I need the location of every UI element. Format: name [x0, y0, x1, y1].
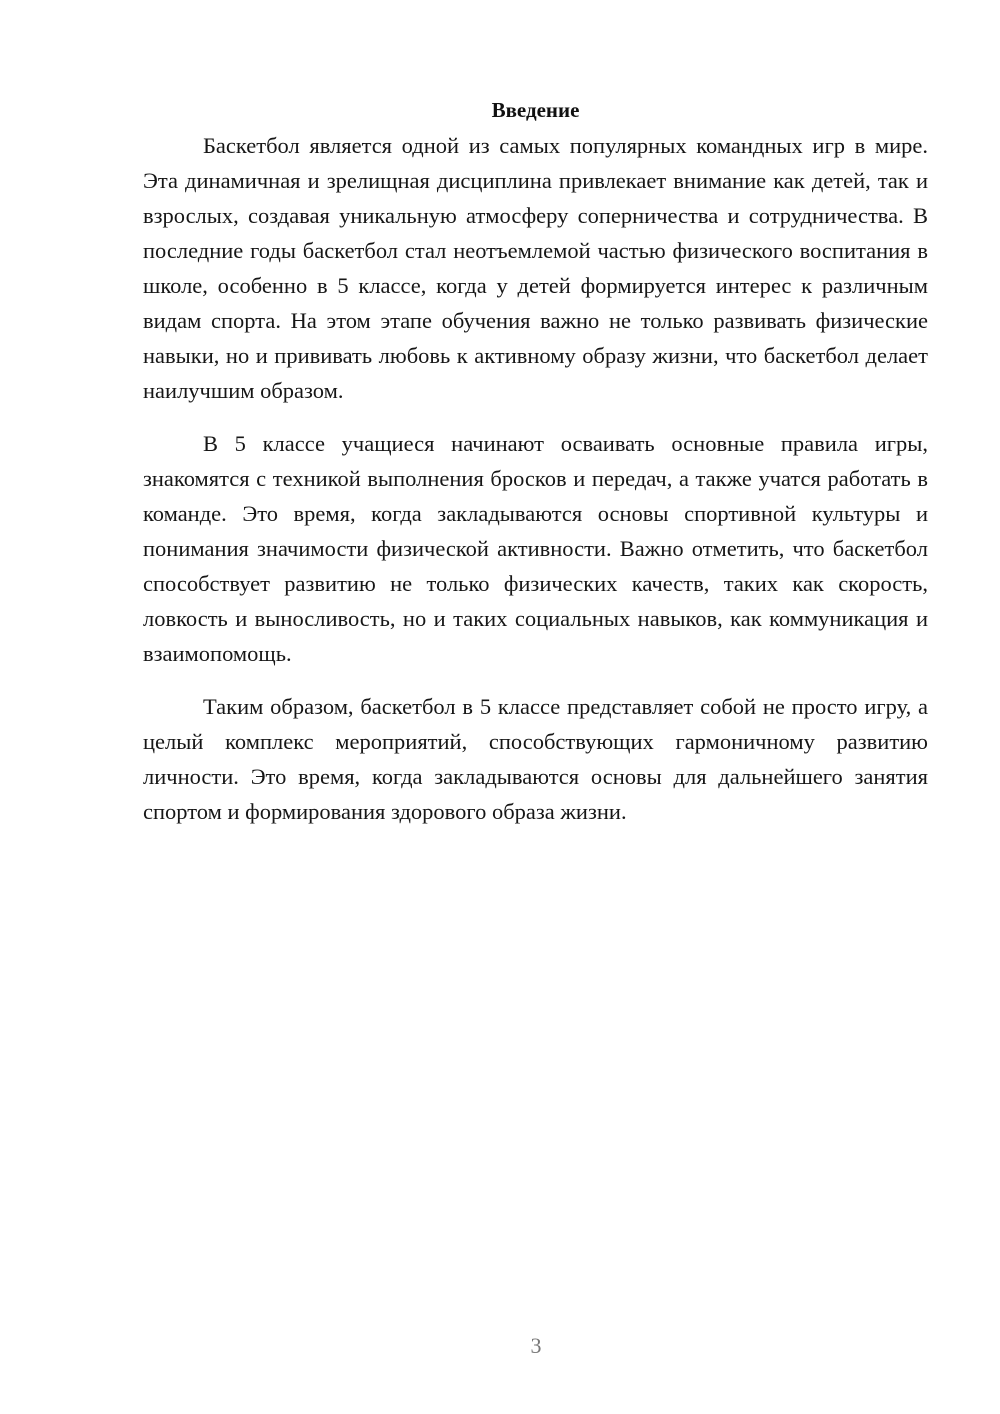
section-title: Введение: [491, 98, 580, 122]
page-content: [143, 92, 928, 847]
page-number: 3: [530, 1333, 542, 1358]
paragraph-2: В 5 классе учащиеся начинают осваивать основные правила игры, знакомятся с техникой выполнения бросков и передач, а также учатся работать в команде. Это время, когда закладываются основы спортивной культуры и понимания значимости физической активности. Важно отметить, что баскетбол способствует развитию не только физических качеств, таких как скорость, ловкость и выносливость, но и таких социальных навыков, как коммуникация и взаимопомощь.: [143, 431, 928, 666]
paragraph-3: Таким образом, баскетбол в 5 классе представляет собой не просто игру, а целый комплекс мероприятий, способствующих гармоничному развитию личности. Это время, когда закладываются основы для дальнейшего занятия спортом и формирования здорового образа жизни.: [143, 694, 928, 824]
paragraph-1: Баскетбол является одной из самых популярных командных игр в мире. Эта динамичная и зрелищная дисциплина привлекает внимание как детей, так и взрослых, создавая уникальную атмосферу соперничества и сотрудничества. В последние годы баскетбол стал неотъемлемой частью физического воспитания в школе, особенно в 5 классе, когда у детей формируется интерес к различным видам спорта. На этом этапе обучения важно не только развивать физические навыки, но и прививать любовь к активному образу жизни, что баскетбол делает наилучшим образом.: [143, 133, 928, 403]
